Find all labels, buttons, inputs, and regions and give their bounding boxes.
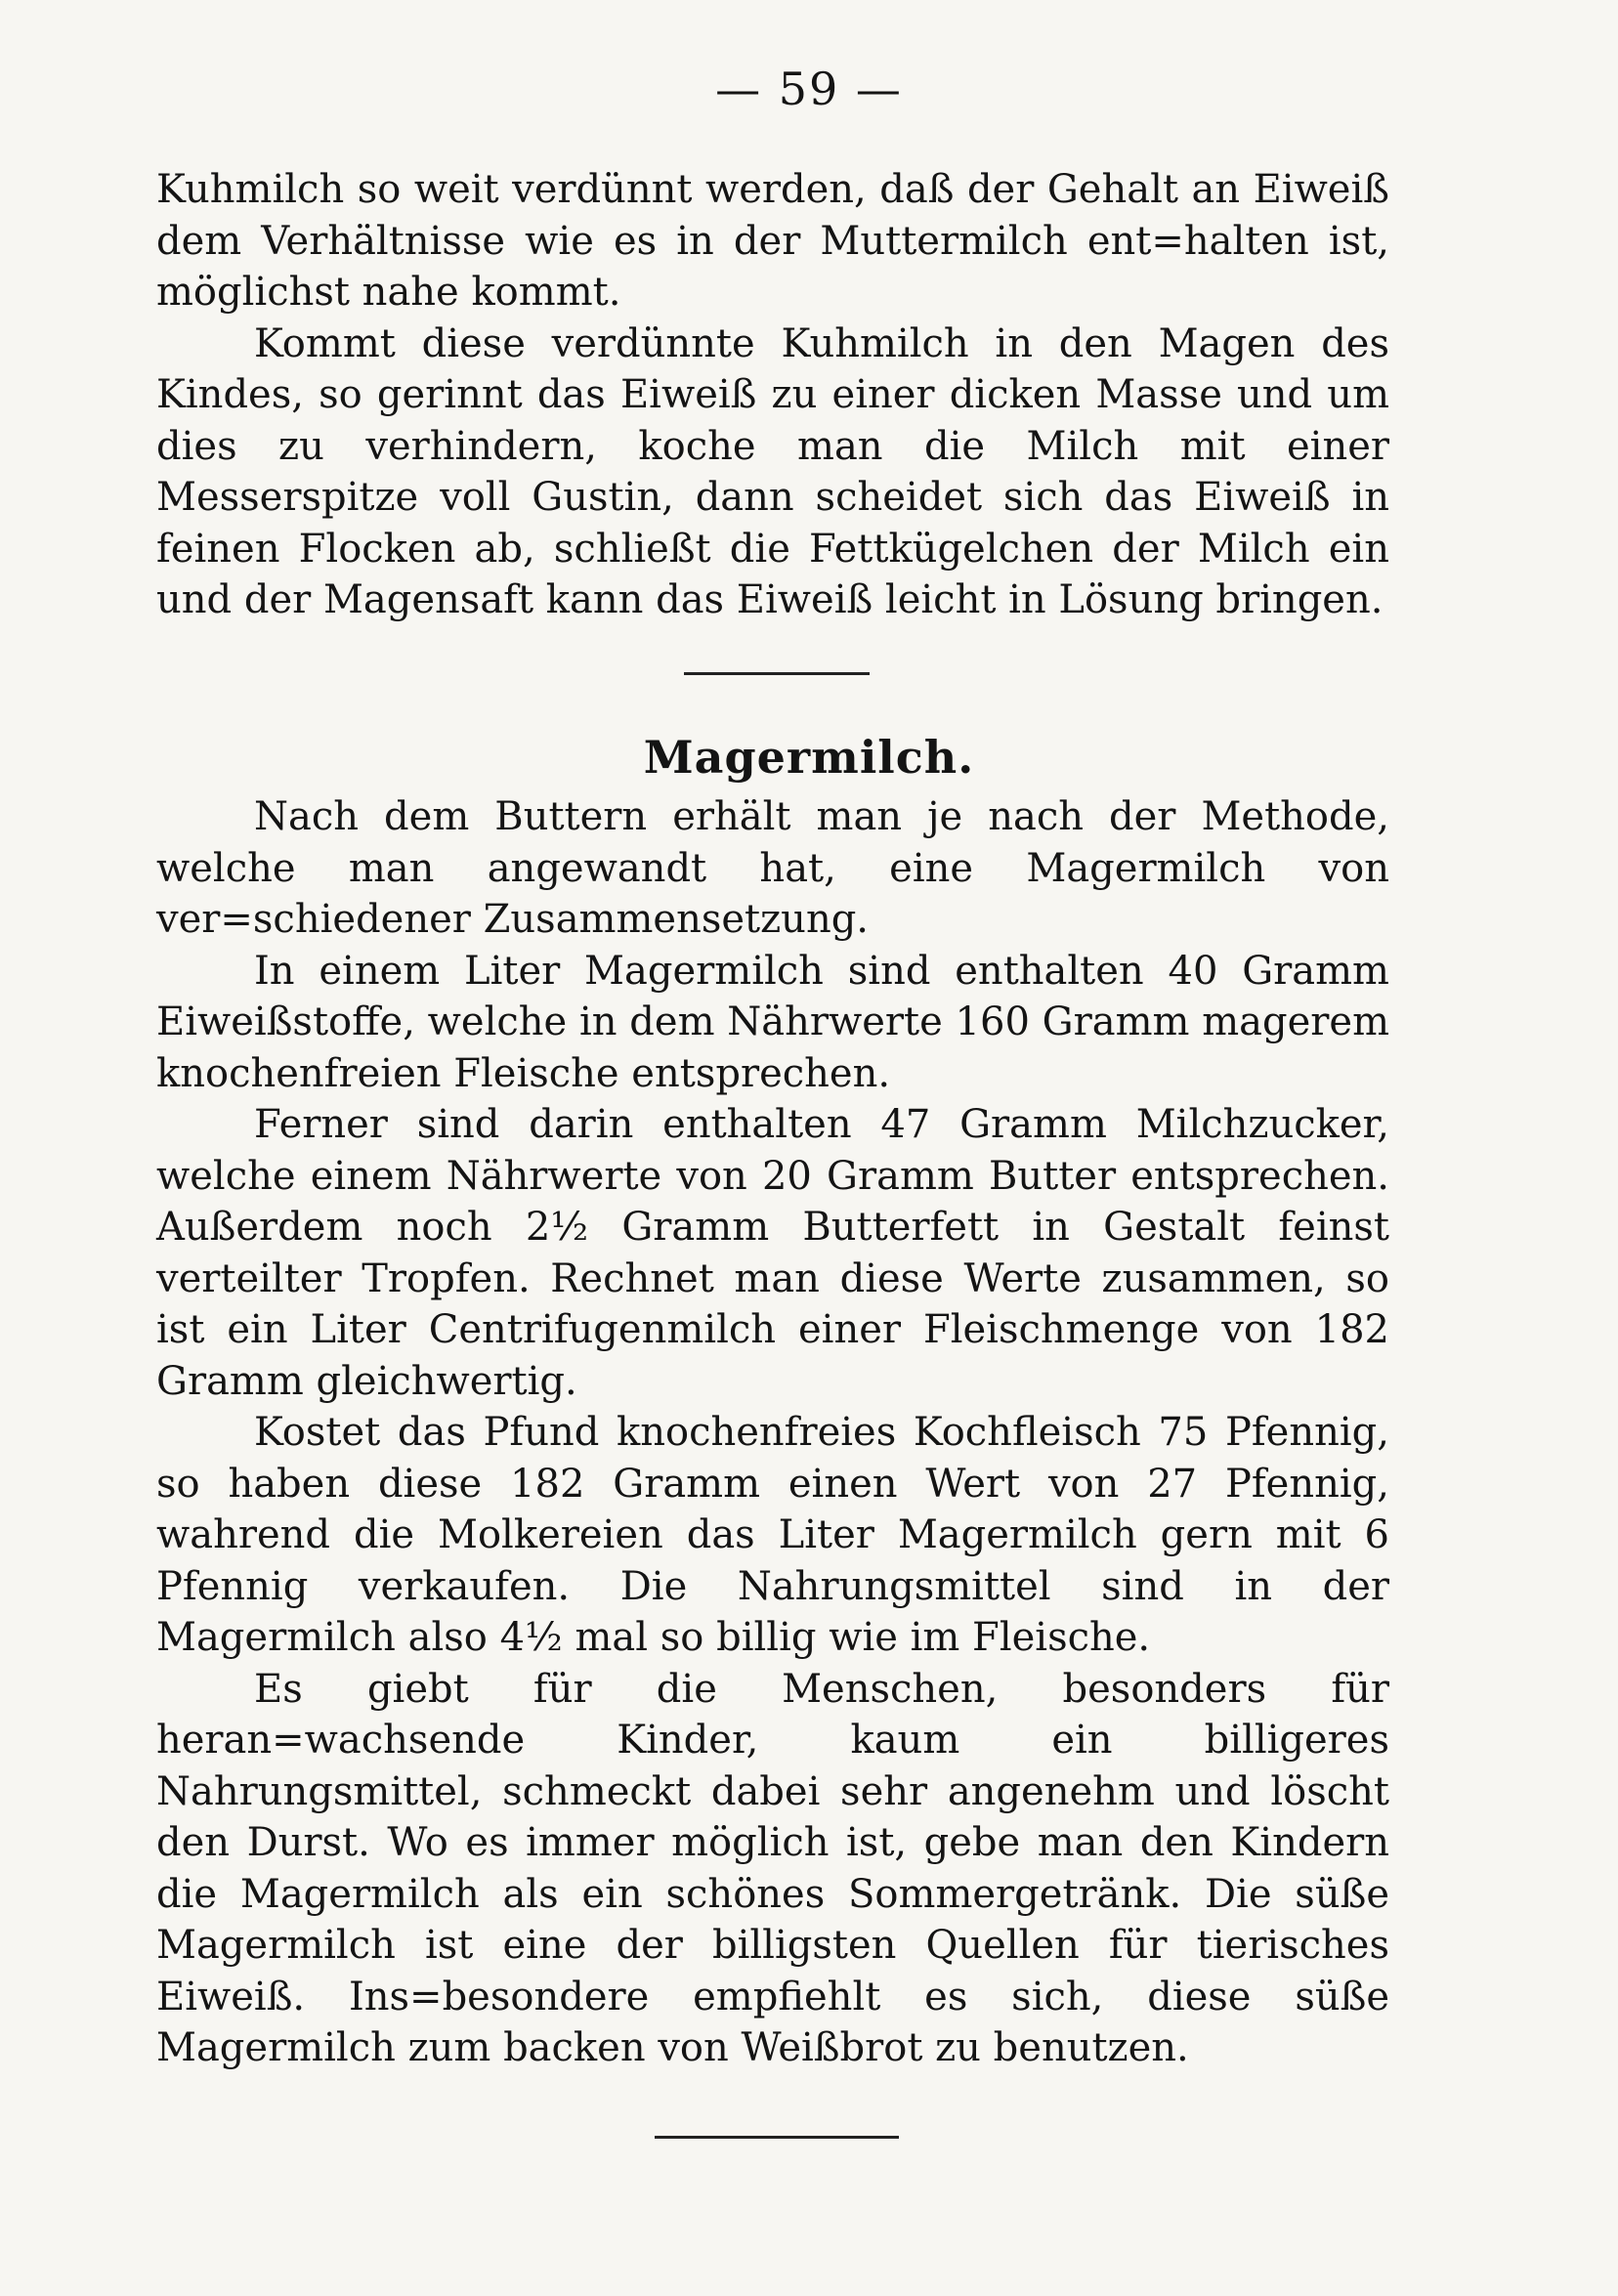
paragraph: Nach dem Buttern erhält man je nach der Methode, welche man angewandt hat, eine Magermilch von ver=schiedener Zusammensetzung. xyxy=(156,794,1389,942)
paragraph: In einem Liter Magermilch sind enthalten 40 Gramm Eiweißstoffe, welche in dem Nährwerte 160 Gramm magerem knochenfreien Fleische entsprechen. xyxy=(156,948,1389,1096)
paragraph: Kostet das Pfund knochenfreies Kochfleisch 75 Pfennig, so haben diese 182 Gramm einen Wert von 27 Pfennig, wahrend die Molkereien das Liter Magermilch gern mit 6 Pfennig verkaufen. Die Nahrungsmittel sind in der Magermilch also 4½ mal so billig wie im Fleische. xyxy=(156,1410,1389,1660)
text-block-top xyxy=(156,164,1389,626)
paragraph: Kommt diese verdünnte Kuhmilch in den Magen des Kindes, so gerinnt das Eiweiß zu einer dicken Masse und um dies zu verhindern, koche man die Milch mit einer Messerspitze voll Gustin, dann scheidet sich das Eiweiß in feinen Flocken ab, schließt die Fettkügelchen der Milch ein und der Magensaft kann das Eiweiß leicht in Lösung bringen. xyxy=(156,320,1389,622)
text-block-bottom xyxy=(156,791,1389,2074)
section-heading: Magermilch. xyxy=(643,731,975,784)
paragraph-continuation: Kuhmilch so weit verdünnt werden, daß der Gehalt an Eiweiß dem Verhältnisse wie es in der Muttermilch ent=halten ist, möglichst nahe kommt. xyxy=(156,167,1389,315)
section-divider-bottom xyxy=(655,2136,899,2139)
paragraph: Ferner sind darin enthalten 47 Gramm Milchzucker, welche einem Nährwerte von 20 Gramm Butter entsprechen. Außerdem noch 2½ Gramm Butterfett in Gestalt feinst verteilter Tropfen. Rechnet man diese Werte zusammen, so ist ein Liter Centrifugenmilch einer Fleischmenge von 182 Gramm gleichwertig. xyxy=(156,1102,1389,1404)
section-divider-top xyxy=(684,672,870,675)
page-number: — 59 — xyxy=(715,63,903,115)
paragraph: Es giebt für die Menschen, besonders für heran=wachsende Kinder, kaum ein billigeres Nahrungsmittel, schmeckt dabei sehr angenehm und löscht den Durst. Wo es immer möglich ist, gebe man den Kindern die Magermilch als ein schönes Sommergetränk. Die süße Magermilch ist eine der billigsten Quellen für tierisches Eiweiß. Ins=besondere empfiehlt es sich, diese süße Magermilch zum backen von Weißbrot zu benutzen. xyxy=(156,1666,1389,2070)
